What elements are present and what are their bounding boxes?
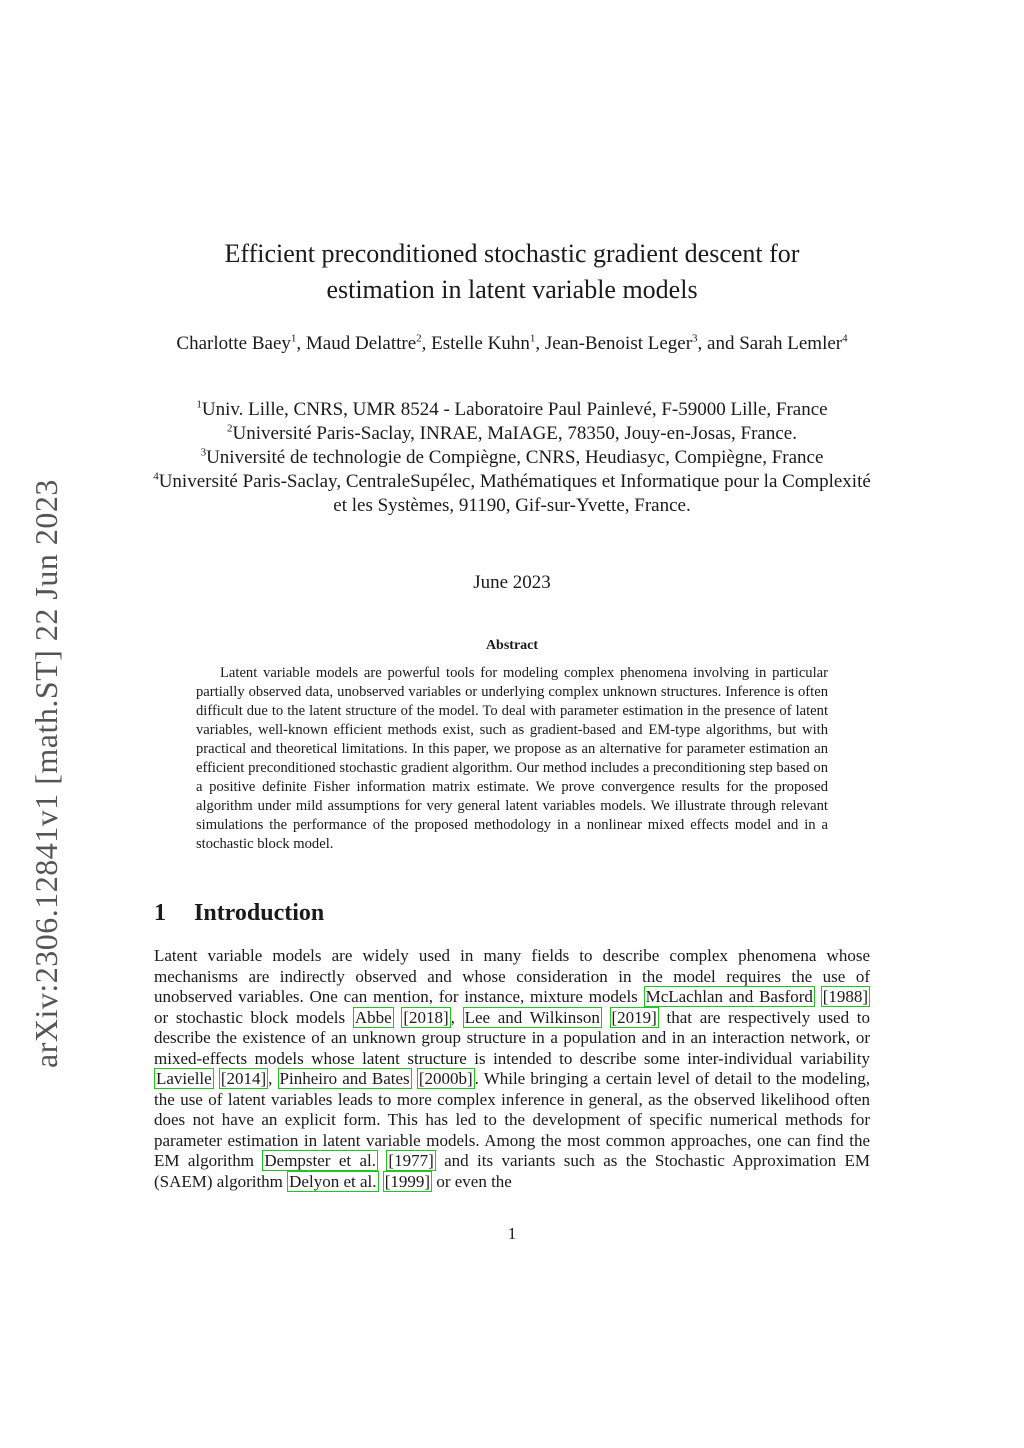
author-list: Charlotte Baey$^1$, Maud Delattre$^2$, Estelle Kuhn$^1$, Jean-Benoist Leger$^3$, and Sarah Lemler$^4$: [176, 332, 848, 354]
page-number: 1: [507, 1224, 517, 1243]
citation-link[interactable]: [2000b]: [418, 1069, 473, 1088]
affiliation-text: Université de technologie de Compiègne, CNRS, Heudiasyc, Compiègne, France: [206, 447, 824, 468]
affiliation-number: 4: [153, 470, 159, 483]
section-number: 1: [154, 900, 166, 926]
citation-link[interactable]: Lavielle: [156, 1069, 212, 1088]
citation-link[interactable]: [2018]: [403, 1007, 449, 1027]
citation-link[interactable]: [2014]: [220, 1069, 267, 1088]
section-title: Introduction: [194, 900, 325, 926]
citation-link[interactable]: Delyon et al.: [289, 1171, 377, 1191]
citation-link[interactable]: Dempster et al.: [264, 1151, 377, 1170]
citation-link[interactable]: [1977]: [388, 1151, 434, 1170]
section-heading-introduction: [154, 900, 324, 927]
affiliation-item: [150, 446, 874, 470]
title-line-1: Efficient preconditioned stochastic gradient descent for: [224, 239, 800, 268]
author-affiliation-mark: 1: [529, 332, 536, 345]
author-name: Estelle Kuhn: [431, 333, 530, 354]
abstract-body: Latent variable models are powerful tools for modeling complex phenomena involving in particular partially observed data, unobserved variables or underlying complex unknown structures. Inference is often difficult due to the latent structure of the model. To deal with parameter estimation in the presence of latent variables, well-known efficient methods exist, such as gradient-based and EM-type algorithms, but with practical and theoretical limitations. In this paper, we propose as an alternative for parameter estimation an efficient preconditioned stochastic gradient algorithm. Our method includes a preconditioning step based on a positive definite Fisher information matrix estimate. We prove convergence results for the proposed algorithm under mild assumptions for very general latent variables models. We illustrate through relevant simulations the performance of the proposed methodology in a nonlinear mixed effects model and in a stochastic block model.: [196, 665, 828, 852]
affiliation-text: Université Paris-Saclay, INRAE, MaIAGE, 78350, Jouy-en-Josas, France.: [232, 423, 797, 444]
author-affiliation-mark: 2: [416, 332, 422, 345]
author-affiliation-mark: 3: [692, 332, 698, 345]
affiliation-number: 1: [196, 398, 202, 411]
citation-link[interactable]: Lee and Wilkinson: [464, 1007, 600, 1027]
affiliation-item: [150, 422, 874, 446]
introduction-paragraph: Latent variable models are widely used in many fields to describe complex phenomena whose mechanisms are indirectly observed and whose consideration in the model requires the use of unobserved variables. One can mention, for instance, mixture models McLachlan and Basford [1988] or stochastic block models Abbe [2018] , Lee and Wilkinson [2019] that are respectively used to describe the existence of an unknown group structure in a population and in an interaction network, or mixed-effects models whose latent structure is intended to describe some inter-individual variability Lavielle [2014] , Pinheiro and Bates [2000b] . While bringing a certain level of detail to the modeling, the use of latent variables leads to more complex inference in general, as the observed likelihood often does not have an explicit form. This has led to the development of specific numerical methods for parameter estimation in latent variable models. Among the most common approaches, one can find the EM algorithm Dempster et al. [1977] and its variants such as the Stochastic Approximation EM (SAEM) algorithm Delyon et al. [1999] or even the: [154, 946, 871, 1191]
title-line-2: estimation in latent variable models: [326, 275, 698, 304]
citation-link[interactable]: Abbe: [354, 1007, 392, 1027]
author-affiliation-mark: 1: [290, 332, 297, 345]
paper-title: [150, 236, 874, 308]
citation-link[interactable]: [1988]: [822, 987, 869, 1006]
author-name: Maud Delattre: [305, 333, 417, 354]
affiliation-list: [150, 398, 874, 518]
affiliation-text: Université Paris-Saclay, CentraleSupélec, Mathématiques et Informatique pour la Complexité et les Systèmes, 91190, Gif-sur-Yvette, France.: [158, 471, 871, 516]
affiliation-item: [150, 470, 874, 518]
citation-link[interactable]: McLachlan and Basford: [645, 987, 813, 1006]
author-name: Jean-Benoist Leger: [544, 333, 693, 354]
author-name: Charlotte Baey: [176, 333, 291, 354]
author-name: Sarah Lemler: [739, 333, 843, 354]
affiliation-text: Univ. Lille, CNRS, UMR 8524 - Laboratoire Paul Painlevé, F-59000 Lille, France: [201, 399, 828, 420]
affiliation-number: 3: [200, 446, 207, 459]
arxiv-side-stamp: arXiv:2306.12841v1 [math.ST] 22 Jun 2023: [28, 479, 64, 1068]
affiliation-number: 2: [227, 422, 233, 435]
citation-link[interactable]: Pinheiro and Bates: [279, 1069, 410, 1088]
author-affiliation-mark: 4: [842, 332, 848, 345]
publication-date: June 2023: [473, 572, 551, 593]
citation-link[interactable]: [1999]: [384, 1171, 431, 1191]
citation-link[interactable]: [2019]: [611, 1007, 657, 1027]
affiliation-item: [150, 398, 874, 422]
abstract-heading: Abstract: [485, 638, 539, 653]
